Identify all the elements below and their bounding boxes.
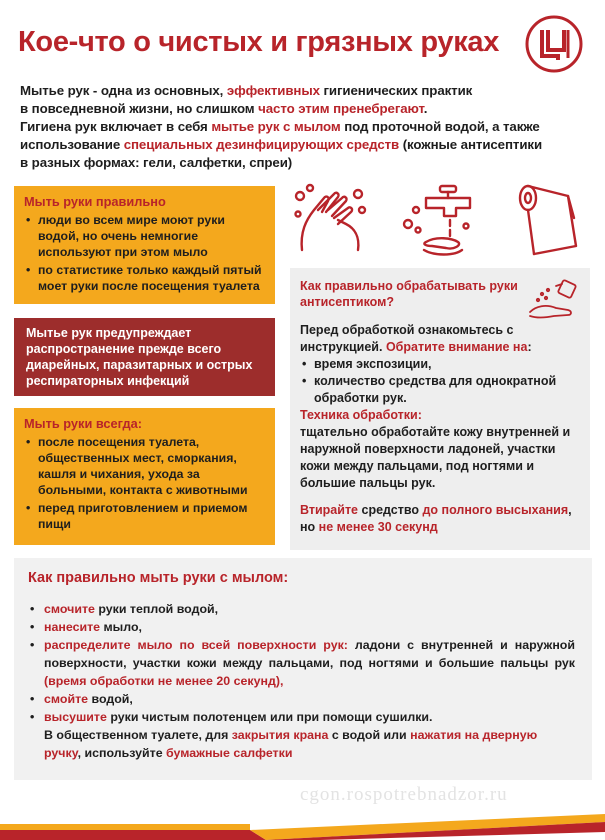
list-item: • люди во всем мире моют руки водой, но очень немногие используют при этом мыло — [24, 212, 265, 260]
list-item: • по статистике только каждый пятый моет руки после посещения туалета — [24, 262, 265, 294]
step-item: • распределите мыло по всей поверхности рук: ладони с внутренней и наружной поверхности, участки кожи между пальцами, под ногтями и большие пальцы рук (время обработки не менее 20 секунд), — [30, 636, 575, 690]
rospotrebnadzor-logo-icon — [524, 14, 584, 74]
faucet-icon — [396, 180, 480, 264]
list-item: • перед приготовлением и приемом пищи — [24, 500, 265, 532]
public-toilet-note: В общественном туалете, для закрытия крана с водой или нажатия на дверную ручку, используйте бумажные салфетки — [44, 728, 538, 760]
list-item: • количество средства для однократной обработки рук. — [300, 373, 580, 407]
technique-title: Техника обработки: — [300, 408, 422, 422]
wash-always-box — [14, 408, 275, 545]
paper-towel-icon — [504, 180, 588, 264]
antiseptic-title: Как правильно обрабатывать руки антисептиком? — [300, 279, 518, 309]
list-item: • время экспозиции, — [300, 356, 580, 373]
how-to-wash-panel — [14, 558, 592, 780]
wash-correctly-box — [14, 186, 275, 304]
wash-always-title: Мыть руки всегда: — [24, 416, 142, 431]
watermark: cgon.rospotrebnadzor.ru — [300, 784, 508, 805]
how-to-wash-title: Как правильно мыть руки с мылом: — [28, 570, 289, 586]
prevention-box — [14, 318, 275, 396]
technique-text: тщательно обработайте кожу внутренней и наружной поверхности ладоней, участки кожи между пальцами, под ногтями и большие пальцы рук. — [300, 425, 571, 490]
list-item: • после посещения туалета, общественных мест, сморкания, кашля и чихания, ухода за больными, контакта с животными — [24, 434, 265, 498]
footer-stripes — [0, 804, 605, 840]
wash-correctly-title: Мыть руки правильно — [24, 194, 166, 209]
step-item: • смочите руки теплой водой, — [30, 600, 575, 618]
intro-text: Мытье рук - одна из основных, эффективных гигиенических практик в повседневной жизни, но слишком часто этим пренебрегают. Гигиена рук включает в себя мытье рук с мылом под проточной водой, а также использование специальных дезинфицирующих средств (кожные антисептики в разных формах: гели, салфетки, спреи) — [20, 83, 543, 170]
step-item: • нанесите мыло, — [30, 618, 575, 636]
step-item: • смойте водой, — [30, 690, 575, 708]
rub-instruction: Втирайте средство до полного высыхания, но не менее 30 секунд — [300, 503, 572, 534]
step-item: • высушите руки чистым полотенцем или при помощи сушилки. — [30, 708, 575, 726]
page-title: Кое-что о чистых и грязных руках — [18, 26, 500, 58]
illustrations — [288, 180, 592, 264]
antiseptic-panel: Как правильно обрабатывать руки антисептиком? Перед обработкой ознакомьтесь с инструкцией. Обратите внимание на: • время экспозиции, • количество средства для однократной обработки рук. Техника обработки: тщательно обработайте кожу внутренней и наружной поверхности ладоней, участки кожи между пальцами, под ногтями и большие пальцы рук. Втирайте средство до полного высыхания, но не менее 30 секунд — [290, 268, 590, 550]
spray-hand-icon — [526, 278, 582, 320]
prevention-text: Мытье рук предупреждает распространение прежде всего диарейных, паразитарных и острых респираторных инфекций — [26, 326, 253, 388]
hand-washing-icon — [288, 180, 372, 264]
